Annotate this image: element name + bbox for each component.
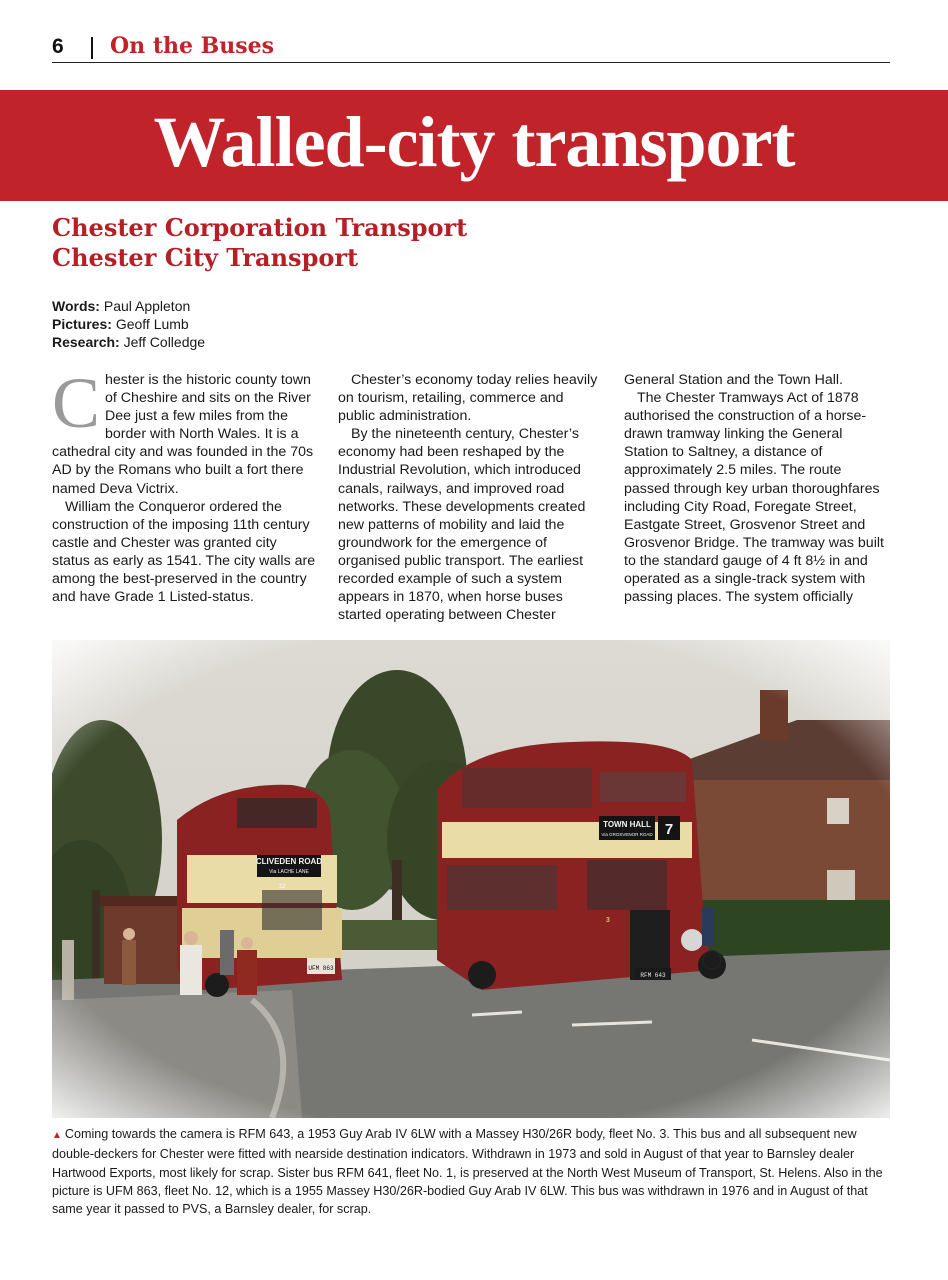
bus-photo bbox=[52, 640, 890, 1118]
credit-pictures: Pictures: Geoff Lumb bbox=[52, 316, 189, 332]
caption-text: Coming towards the camera is RFM 643, a 1953 Guy Arab IV 6LW with a Massey H30/26R body, fleet No. 3. This bus and all subsequent new double-deckers for Chester were fitted with nearside destination indicators. Withdrawn in 1973 and sold in August of that year to Barnsley dealer Hartwood Exports, most likely for scrap. Sister bus RFM 641, fleet No. 1, is preserved at the North West Museum of Transport, St. Helens. Also in the picture is UFM 863, fleet No. 12, which is a 1955 Massey H30/26R-bodied Guy Arab IV 6LW. This bus was withdrawn in 1976 and in August of that same year it passed to PVS, a Barnsley dealer, for scrap. bbox=[52, 1127, 883, 1217]
paragraph-2: William the Conqueror ordered the construction of the imposing 11th century castle and Chester was granted city status as early as 1541. The city walls are among the best-preserved in the country and have Grade 1 Listed-status. bbox=[52, 498, 316, 606]
paragraph-5: General Station and the Town Hall. bbox=[624, 372, 843, 388]
credits bbox=[52, 297, 205, 351]
title-banner bbox=[0, 90, 948, 201]
body-column-1 bbox=[52, 363, 318, 606]
body-column-2 bbox=[338, 371, 604, 624]
photo-caption bbox=[52, 1125, 890, 1218]
subtitle-1: Chester Corporation Transport bbox=[52, 213, 468, 242]
paragraph-6: The Chester Tramways Act of 1878 authorised the construction of a horse-drawn tramway linking the General Station to Saltney, a distance of approximately 2.5 miles. The route passed through key urban thoroughfares including City Road, Foregate Street, Eastgate Street, Grosvenor Street and Grosvenor Bridge. The tramway was built to the standard gauge of 4 ft 8½ in and operated as a single-track system with passing places. The system officially bbox=[624, 390, 884, 606]
header-divider bbox=[91, 37, 93, 59]
paragraph-4: By the nineteenth century, Chester’s economy had been reshaped by the Industrial Revolution, which introduced canals, railways, and improved road networks. These developments created new patterns of mobility and laid the groundwork for the emergence of organised public transport. The earliest recorded example of such a system appears in 1870, when horse buses started operating between Chester bbox=[338, 426, 586, 624]
dropcap: C bbox=[52, 363, 101, 443]
credit-words: Words: Paul Appleton bbox=[52, 298, 191, 314]
photo-vignette bbox=[52, 640, 890, 1118]
paragraph-1: Chester is the historic county town of Cheshire and sits on the River Dee just a few miles from the border with North Wales. It is a cathedral city and was founded in the 70s AD by the Romans who built a fort there named Deva Victrix. bbox=[52, 363, 314, 497]
caption-arrow-icon: ▲ bbox=[52, 1130, 62, 1141]
body-column-3 bbox=[624, 371, 890, 606]
page-number: 6 bbox=[52, 35, 64, 58]
section-name: On the Buses bbox=[110, 33, 274, 59]
running-head bbox=[52, 32, 890, 63]
article-title: Walled-city transport bbox=[153, 102, 795, 182]
subtitle-2: Chester City Transport bbox=[52, 243, 359, 272]
paragraph-3: Chester’s economy today relies heavily on tourism, retailing, commerce and public administration. bbox=[338, 372, 598, 425]
credit-research: Research: Jeff Colledge bbox=[52, 334, 206, 350]
